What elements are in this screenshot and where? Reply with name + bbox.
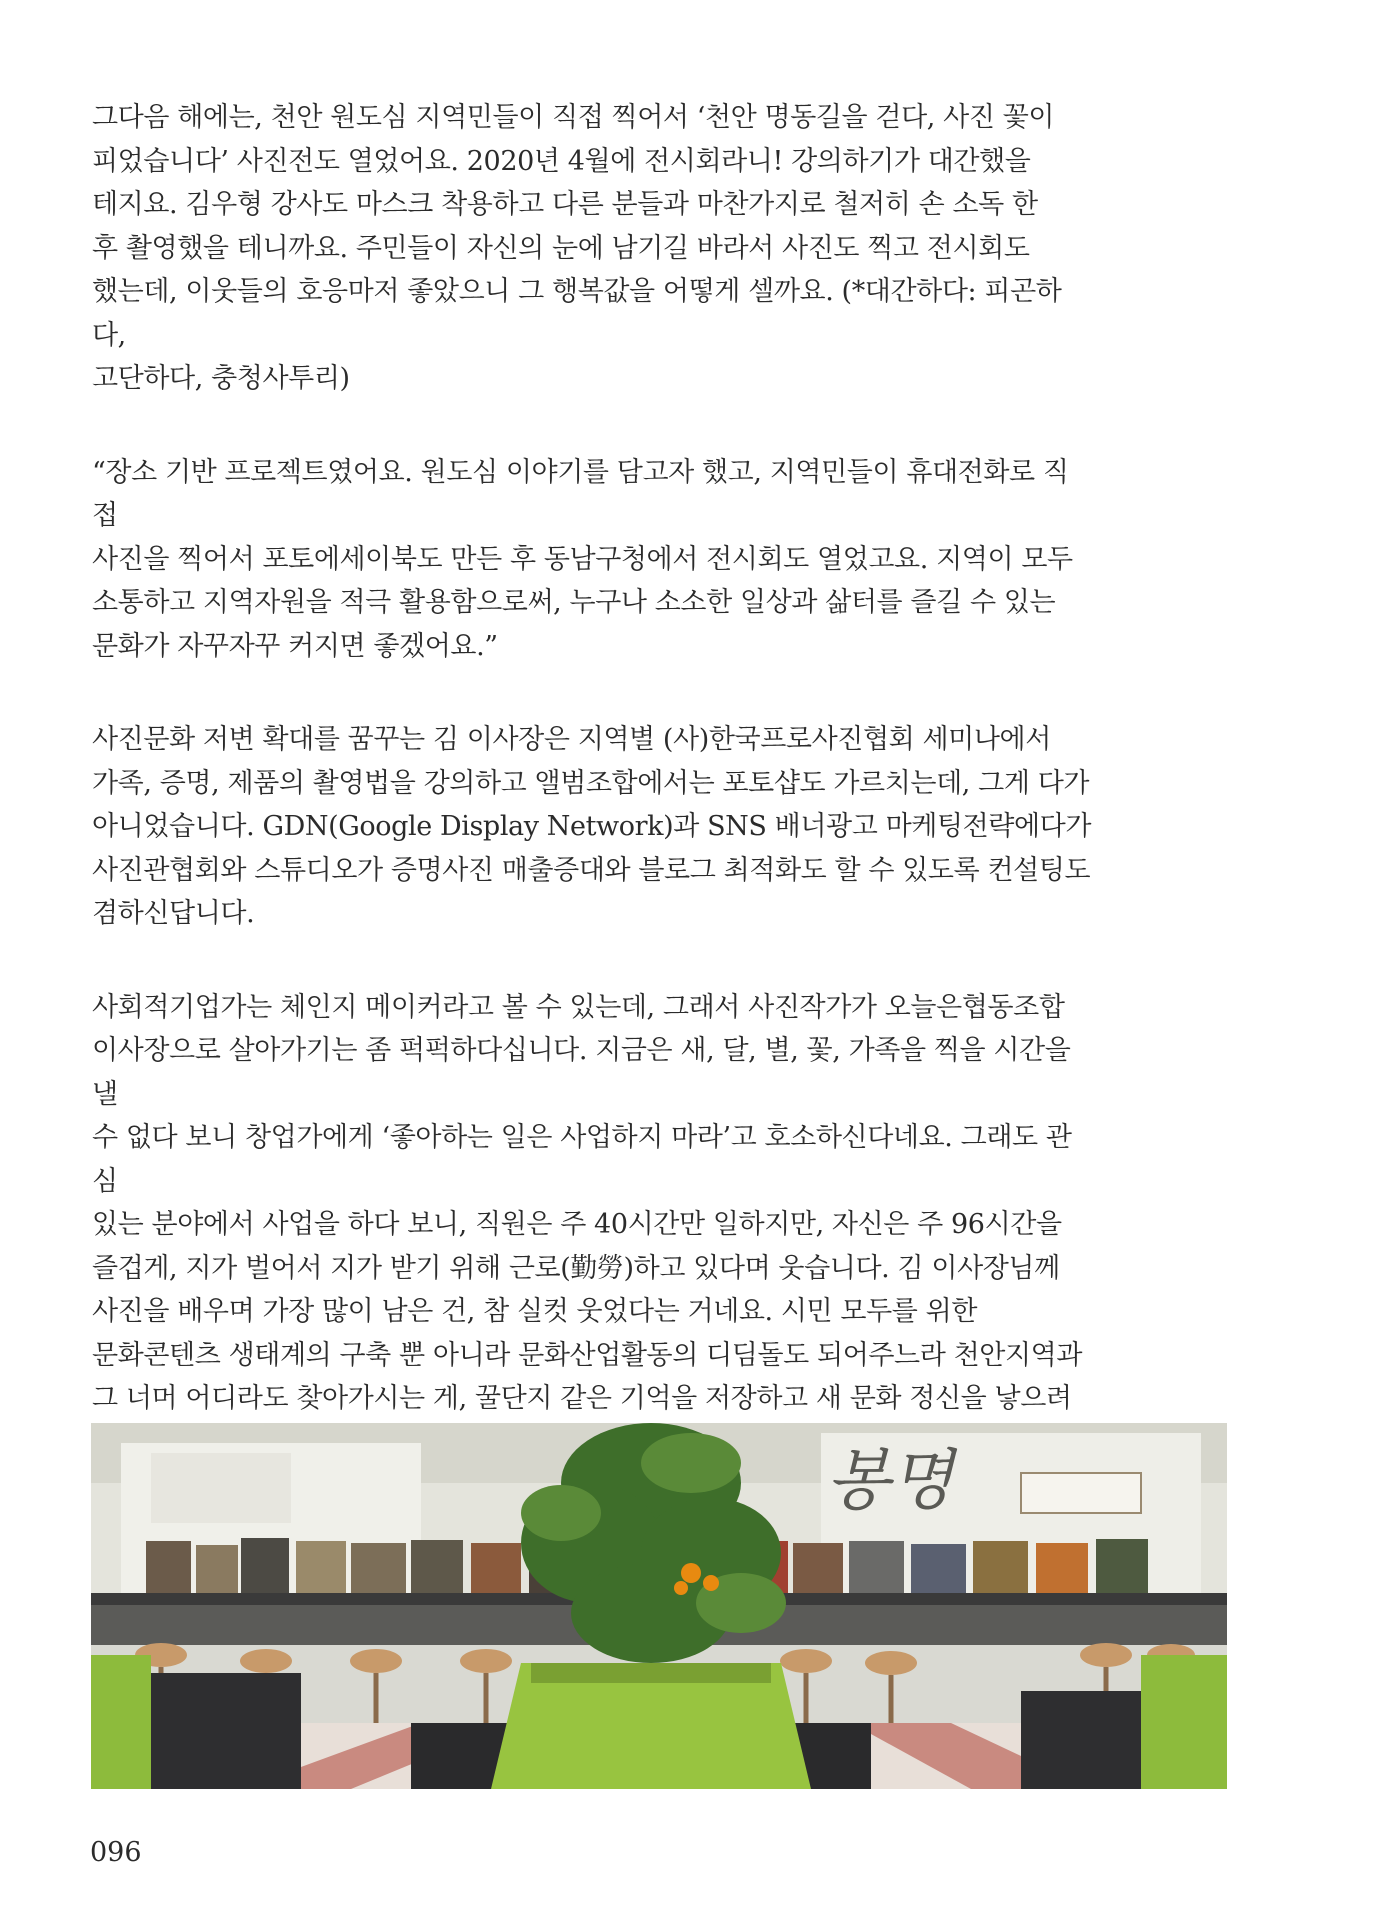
paragraph-2: “장소 기반 프로젝트였어요. 원도심 이야기를 담고자 했고, 지역민들이 휴대전화로 직접 사진을 찍어서 포토에세이북도 만든 후 동남구청에서 전시회도 열었고요. 지역이 모두 소통하고 지역자원을 적극 활용함으로써, 누구나 소소한 일상과 삶터를 즐길 수 있는 문화가 자꾸자꾸 커지면 좋겠어요.” [92, 456, 1073, 662]
exhibition-photo-illustration [91, 1423, 1227, 1789]
page-number: 096 [90, 1837, 142, 1868]
paragraph-1: 그다음 해에는, 천안 원도심 지역민들이 직접 찍어서 ‘천안 명동길을 걷다, 사진 꽃이 피었습니다’ 사진전도 열었어요. 2020년 4월에 전시회라니! 강의하기가 대간했을 테지요. 김우형 강사도 마스크 착용하고 다른 분들과 마찬가지로 철저히 손 소독 한 후 촬영했을 테니까요. 주민들이 자신의 눈에 남기길 바라서 사진도 찍고 전시회도 했는데, 이웃들의 호응마저 좋았으니 그 행복값을 어떻게 셀까요. (*대간하다: 피곤하다, 고단하다, 충청사투리) [92, 102, 1062, 394]
banner-lettering: 봉명 [826, 1442, 954, 1519]
paragraph-3: 사진문화 저변 확대를 꿈꾸는 김 이사장은 지역별 (사)한국프로사진협회 세미나에서 가족, 증명, 제품의 촬영법을 강의하고 앨범조합에서는 포토샵도 가르치는데, 그게 다가 아니었습니다. GDN(Google Display Network)과 SNS 배너광고 마케팅전략에다가 사진관협회와 스튜디오가 증명사진 매출증대와 블로그 최적화도 할 수 있도록 컨설팅도 겸하신답니다. [92, 724, 1092, 929]
paragraph-4: 사회적기업가는 체인지 메이커라고 볼 수 있는데, 그래서 사진작가가 오늘은협동조합 이사장으로 살아가기는 좀 퍽퍽하다십니다. 지금은 새, 달, 별, 꽃, 가족을 찍을 시간을 낼 수 없다 보니 창업가에게 ‘좋아하는 일은 사업하지 마라’고 호소하신다네요. 그래도 관심 있는 분야에서 사업을 하다 보니, 직원은 주 40시간만 일하지만, 자신은 주 96시간을 즐겁게, 지가 벌어서 지가 받기 위해 근로(勤勞)하고 있다며 웃습니다. 김 이사장님께 사진을 배우며 가장 많이 남은 건, 참 실컷 웃었다는 거네요. 시민 모두를 위한 문화콘텐츠 생태계의 구축 뿐 아니라 문화산업활동의 디딤돌도 되어주느라 천안지역과 그 너머 어디라도 찾아가시는 게, 꿀단지 같은 기억을 저장하고 새 문화 정신을 낳으려 [92, 991, 1083, 1414]
exhibition-photo [91, 1423, 1227, 1789]
article-body [92, 96, 1092, 1558]
